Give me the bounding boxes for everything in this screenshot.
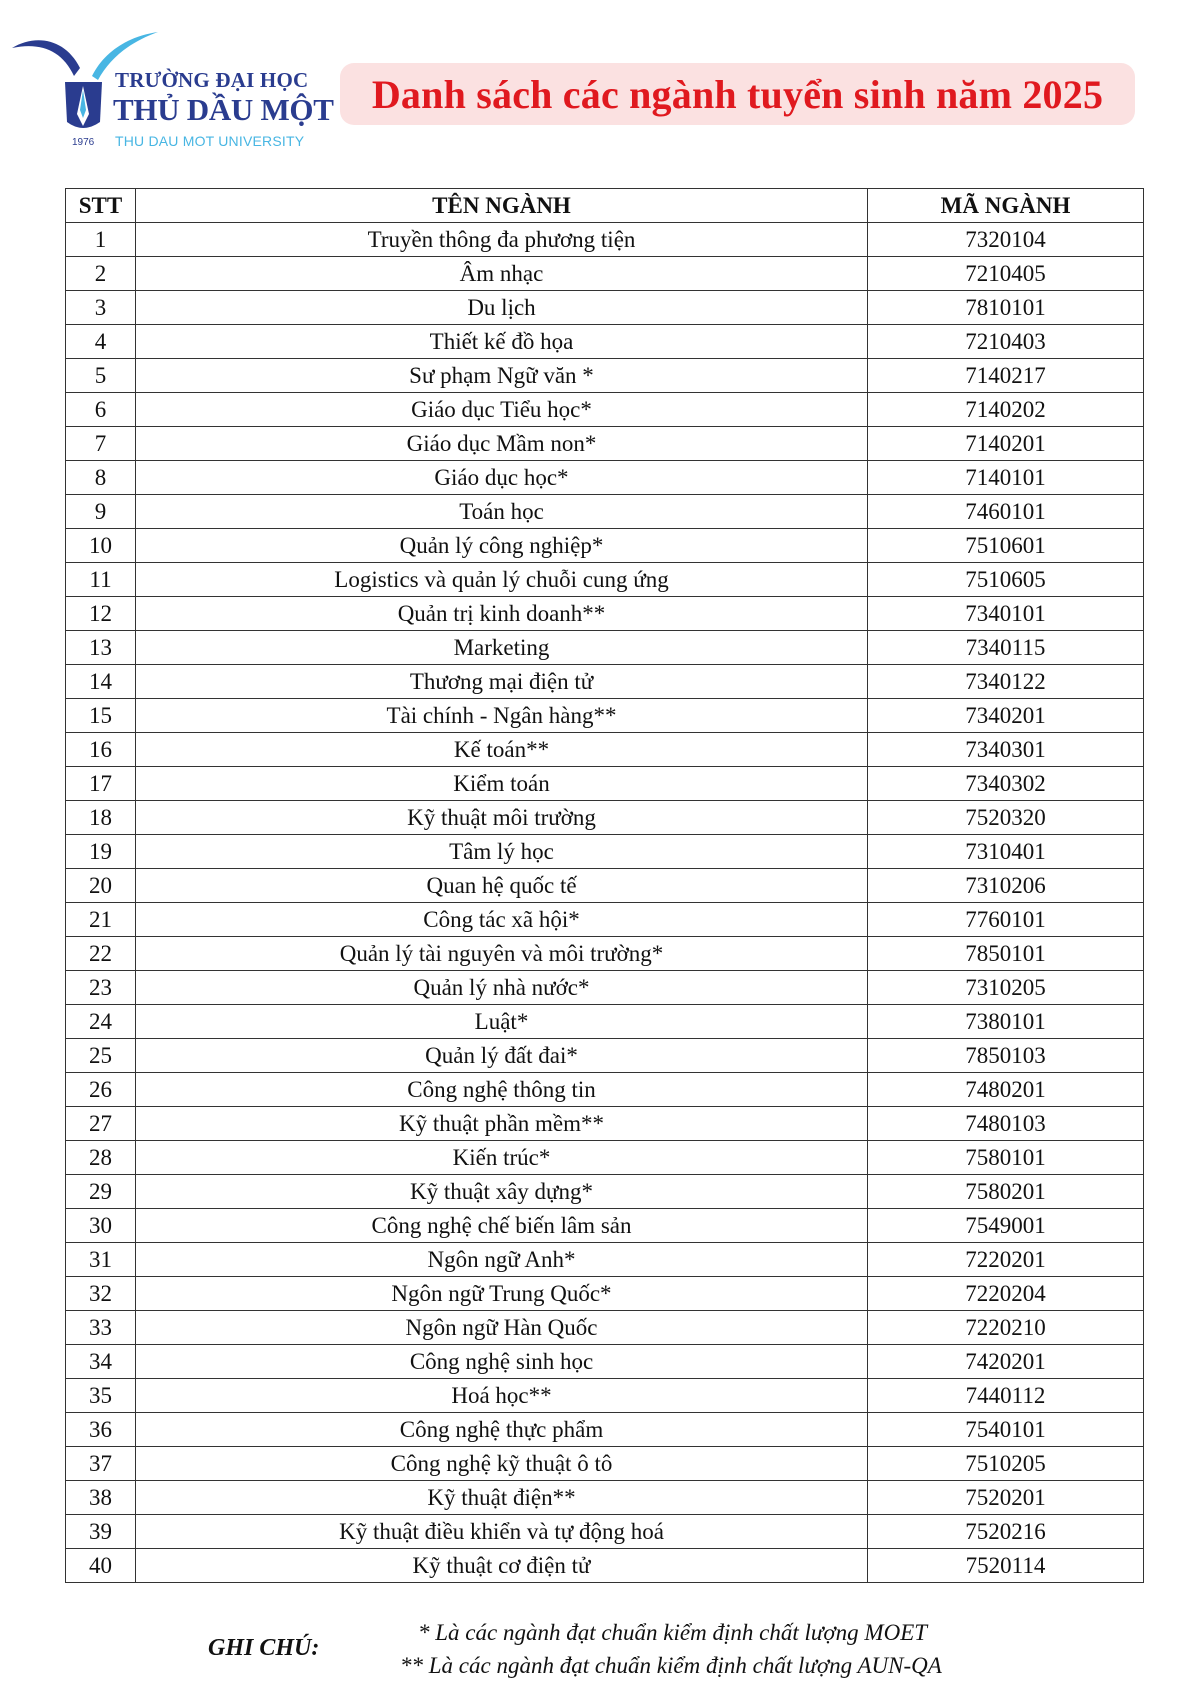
row-major-name: Kỹ thuật điều khiển và tự động hoá	[136, 1515, 868, 1549]
row-stt: 14	[66, 665, 136, 699]
row-stt: 38	[66, 1481, 136, 1515]
page-title: Danh sách các ngành tuyển sinh năm 2025	[371, 71, 1104, 117]
row-major-code: 7340302	[868, 767, 1144, 801]
table-row	[66, 1311, 1144, 1345]
row-stt: 21	[66, 903, 136, 937]
row-stt: 37	[66, 1447, 136, 1481]
row-major-code: 7340115	[868, 631, 1144, 665]
row-stt: 7	[66, 427, 136, 461]
row-major-code: 7510601	[868, 529, 1144, 563]
row-stt: 17	[66, 767, 136, 801]
row-major-name: Kỹ thuật phần mềm**	[136, 1107, 868, 1141]
row-stt: 10	[66, 529, 136, 563]
table-row	[66, 1039, 1144, 1073]
row-major-code: 7420201	[868, 1345, 1144, 1379]
table-row	[66, 223, 1144, 257]
table-row	[66, 903, 1144, 937]
row-stt: 20	[66, 869, 136, 903]
table-row	[66, 1005, 1144, 1039]
row-stt: 9	[66, 495, 136, 529]
table-header-row	[66, 189, 1144, 223]
row-major-code: 7580201	[868, 1175, 1144, 1209]
row-major-name: Quan hệ quốc tế	[136, 869, 868, 903]
table-row	[66, 631, 1144, 665]
row-major-code: 7210403	[868, 325, 1144, 359]
row-major-code: 7340201	[868, 699, 1144, 733]
row-stt: 16	[66, 733, 136, 767]
row-stt: 19	[66, 835, 136, 869]
row-major-code: 7480201	[868, 1073, 1144, 1107]
table-row	[66, 971, 1144, 1005]
row-major-name: Thiết kế đồ họa	[136, 325, 868, 359]
table-row	[66, 1141, 1144, 1175]
table-row	[66, 1447, 1144, 1481]
row-stt: 2	[66, 257, 136, 291]
table-row	[66, 801, 1144, 835]
table-row	[66, 1345, 1144, 1379]
row-major-code: 7140202	[868, 393, 1144, 427]
notes-label: GHI CHÚ:	[208, 1635, 320, 1661]
row-major-code: 7520114	[868, 1549, 1144, 1583]
table-row	[66, 1209, 1144, 1243]
table-row	[66, 767, 1144, 801]
row-major-name: Công nghệ thực phẩm	[136, 1413, 868, 1447]
header-stt: STT	[66, 189, 136, 223]
row-major-code: 7320104	[868, 223, 1144, 257]
row-major-code: 7140217	[868, 359, 1144, 393]
row-major-code: 7340301	[868, 733, 1144, 767]
table-row	[66, 937, 1144, 971]
table-row	[66, 461, 1144, 495]
row-major-name: Truyền thông đa phương tiện	[136, 223, 868, 257]
row-stt: 27	[66, 1107, 136, 1141]
row-major-name: Tài chính - Ngân hàng**	[136, 699, 868, 733]
row-major-code: 7520320	[868, 801, 1144, 835]
row-major-code: 7310401	[868, 835, 1144, 869]
row-major-code: 7140101	[868, 461, 1144, 495]
table-row	[66, 835, 1144, 869]
row-stt: 15	[66, 699, 136, 733]
row-major-code: 7440112	[868, 1379, 1144, 1413]
row-major-name: Kế toán**	[136, 733, 868, 767]
row-major-code: 7850103	[868, 1039, 1144, 1073]
row-major-code: 7380101	[868, 1005, 1144, 1039]
title-banner	[340, 63, 1135, 125]
row-stt: 39	[66, 1515, 136, 1549]
table-row	[66, 359, 1144, 393]
table-row	[66, 665, 1144, 699]
row-major-name: Kỹ thuật xây dựng*	[136, 1175, 868, 1209]
row-stt: 28	[66, 1141, 136, 1175]
row-stt: 26	[66, 1073, 136, 1107]
row-major-name: Âm nhạc	[136, 257, 868, 291]
row-stt: 36	[66, 1413, 136, 1447]
row-major-name: Sư phạm Ngữ văn *	[136, 359, 868, 393]
row-major-code: 7760101	[868, 903, 1144, 937]
table-row	[66, 529, 1144, 563]
row-major-name: Giáo dục Tiểu học*	[136, 393, 868, 427]
row-major-name: Kỹ thuật môi trường	[136, 801, 868, 835]
row-major-name: Công nghệ kỹ thuật ô tô	[136, 1447, 868, 1481]
table-row	[66, 1243, 1144, 1277]
row-major-code: 7549001	[868, 1209, 1144, 1243]
table-row	[66, 1277, 1144, 1311]
row-stt: 12	[66, 597, 136, 631]
row-major-name: Quản lý công nghiệp*	[136, 529, 868, 563]
university-name-line2: THỦ DẦU MỘT	[113, 92, 334, 127]
row-stt: 34	[66, 1345, 136, 1379]
row-major-name: Quản lý tài nguyên và môi trường*	[136, 937, 868, 971]
row-major-code: 7540101	[868, 1413, 1144, 1447]
table-row	[66, 699, 1144, 733]
row-major-name: Kỹ thuật cơ điện tử	[136, 1549, 868, 1583]
row-stt: 11	[66, 563, 136, 597]
table-row	[66, 733, 1144, 767]
row-stt: 31	[66, 1243, 136, 1277]
note-aun-qa: ** Là các ngành đạt chuẩn kiểm định chất lượng AUN-QA	[400, 1653, 942, 1678]
row-major-name: Marketing	[136, 631, 868, 665]
row-stt: 40	[66, 1549, 136, 1583]
table-row	[66, 325, 1144, 359]
row-major-name: Kiến trúc*	[136, 1141, 868, 1175]
row-major-code: 7850101	[868, 937, 1144, 971]
row-major-code: 7460101	[868, 495, 1144, 529]
row-major-code: 7510605	[868, 563, 1144, 597]
table-row	[66, 1379, 1144, 1413]
row-major-code: 7480103	[868, 1107, 1144, 1141]
university-english-name: THU DAU MOT UNIVERSITY	[115, 133, 305, 149]
row-major-code: 7220210	[868, 1311, 1144, 1345]
row-stt: 18	[66, 801, 136, 835]
header-major-code: MÃ NGÀNH	[868, 189, 1144, 223]
table-row	[66, 1073, 1144, 1107]
row-major-name: Công nghệ sinh học	[136, 1345, 868, 1379]
row-stt: 35	[66, 1379, 136, 1413]
table-body	[66, 223, 1144, 1583]
row-major-name: Ngôn ngữ Hàn Quốc	[136, 1311, 868, 1345]
row-major-code: 7310206	[868, 869, 1144, 903]
note-moet: * Là các ngành đạt chuẩn kiểm định chất lượng MOET	[418, 1620, 928, 1645]
table-row	[66, 495, 1144, 529]
row-major-code: 7220201	[868, 1243, 1144, 1277]
row-major-code: 7580101	[868, 1141, 1144, 1175]
table-row	[66, 1175, 1144, 1209]
row-major-name: Quản lý nhà nước*	[136, 971, 868, 1005]
row-major-code: 7340122	[868, 665, 1144, 699]
row-major-code: 7220204	[868, 1277, 1144, 1311]
row-major-name: Hoá học**	[136, 1379, 868, 1413]
row-major-code: 7510205	[868, 1447, 1144, 1481]
table-row	[66, 257, 1144, 291]
header-major-name: TÊN NGÀNH	[136, 189, 868, 223]
row-major-name: Giáo dục Mầm non*	[136, 427, 868, 461]
table-row	[66, 597, 1144, 631]
row-stt: 5	[66, 359, 136, 393]
row-major-name: Tâm lý học	[136, 835, 868, 869]
row-major-code: 7310205	[868, 971, 1144, 1005]
table-row	[66, 563, 1144, 597]
row-stt: 4	[66, 325, 136, 359]
row-stt: 3	[66, 291, 136, 325]
table-row	[66, 1515, 1144, 1549]
row-major-code: 7810101	[868, 291, 1144, 325]
table-row	[66, 869, 1144, 903]
row-stt: 24	[66, 1005, 136, 1039]
table-row	[66, 1481, 1144, 1515]
row-stt: 23	[66, 971, 136, 1005]
row-stt: 1	[66, 223, 136, 257]
row-major-name: Quản lý đất đai*	[136, 1039, 868, 1073]
table-row	[66, 1549, 1144, 1583]
table-row	[66, 427, 1144, 461]
row-major-name: Ngôn ngữ Trung Quốc*	[136, 1277, 868, 1311]
table-row	[66, 291, 1144, 325]
row-stt: 8	[66, 461, 136, 495]
row-major-name: Quản trị kinh doanh**	[136, 597, 868, 631]
row-major-name: Kỹ thuật điện**	[136, 1481, 868, 1515]
row-major-name: Kiểm toán	[136, 767, 868, 801]
row-stt: 22	[66, 937, 136, 971]
row-stt: 29	[66, 1175, 136, 1209]
row-stt: 30	[66, 1209, 136, 1243]
row-major-code: 7520201	[868, 1481, 1144, 1515]
row-major-name: Ngôn ngữ Anh*	[136, 1243, 868, 1277]
row-major-name: Công tác xã hội*	[136, 903, 868, 937]
row-major-code: 7520216	[868, 1515, 1144, 1549]
row-major-name: Luật*	[136, 1005, 868, 1039]
row-stt: 13	[66, 631, 136, 665]
row-stt: 6	[66, 393, 136, 427]
row-stt: 25	[66, 1039, 136, 1073]
university-name-line1: TRƯỜNG ĐẠI HỌC	[115, 68, 309, 92]
row-major-name: Du lịch	[136, 291, 868, 325]
table-row	[66, 1107, 1144, 1141]
row-major-name: Công nghệ chế biến lâm sản	[136, 1209, 868, 1243]
row-major-name: Toán học	[136, 495, 868, 529]
founding-year: 1976	[72, 137, 95, 148]
table-row	[66, 393, 1144, 427]
row-major-name: Logistics và quản lý chuỗi cung ứng	[136, 563, 868, 597]
majors-table	[65, 188, 1144, 1583]
table-row	[66, 1413, 1144, 1447]
row-major-code: 7340101	[868, 597, 1144, 631]
row-stt: 33	[66, 1311, 136, 1345]
row-major-code: 7210405	[868, 257, 1144, 291]
row-major-name: Giáo dục học*	[136, 461, 868, 495]
row-major-code: 7140201	[868, 427, 1144, 461]
row-major-name: Công nghệ thông tin	[136, 1073, 868, 1107]
row-stt: 32	[66, 1277, 136, 1311]
row-major-name: Thương mại điện tử	[136, 665, 868, 699]
